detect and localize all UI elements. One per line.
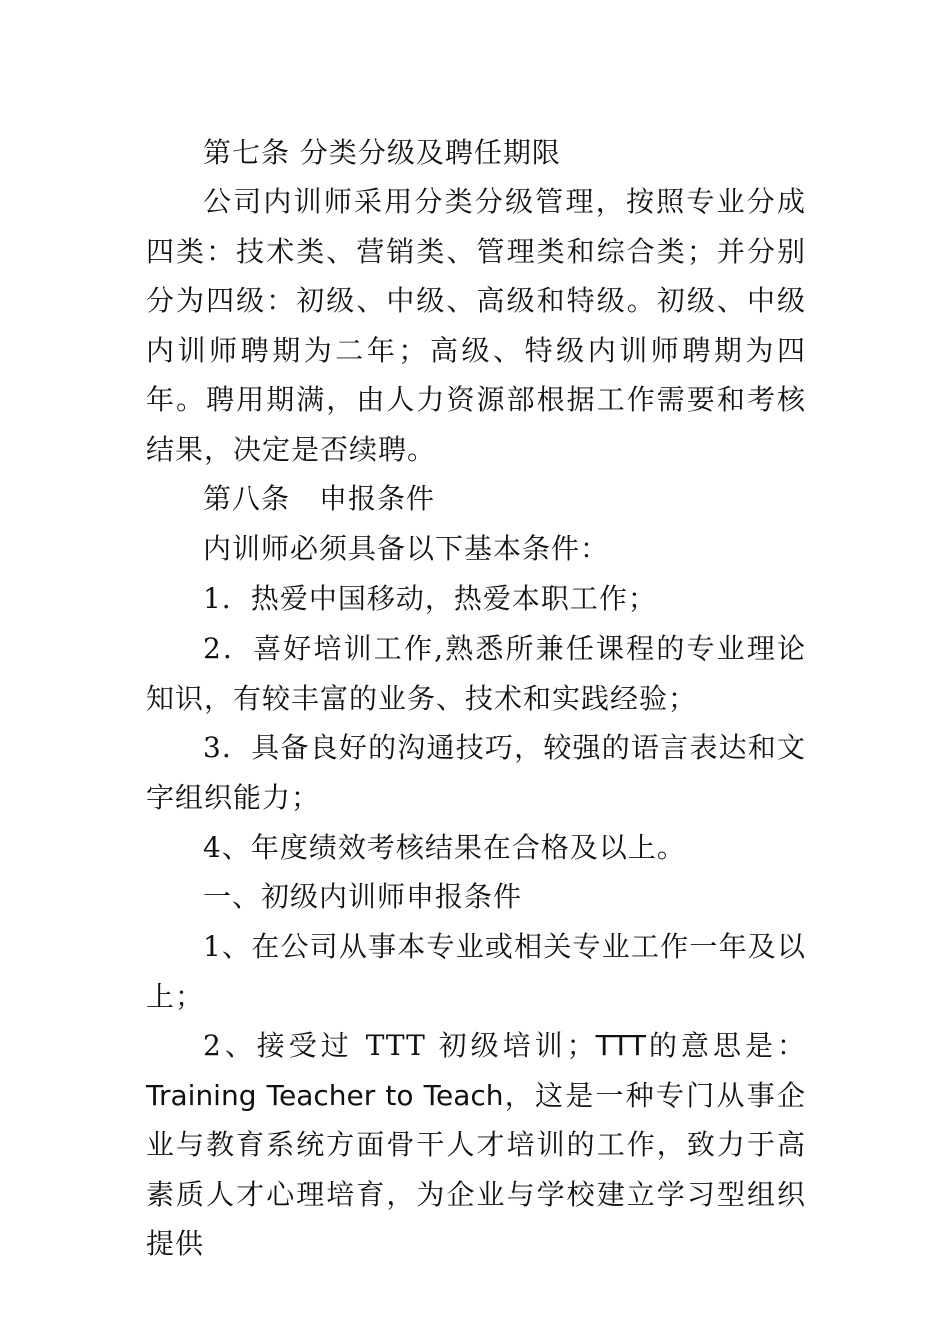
article-8-intro: 内训师必须具备以下基本条件： [203,532,610,565]
condition-2: 2．喜好培训工作,熟悉所兼任课程的专业理论知识，有较丰富的业务、技术和实践经验； [146,632,806,715]
ttt-meaning-label: 的意思是： [646,1029,806,1062]
article-7-body: 公司内训师采用分类分级管理，按照专业分成四类：技术类、营销类、管理类和综合类；并分别分为四级：初级、中级、高级和特级。初级、中级内训师聘期为二年；高级、特级内训师聘期为四年。聘用期满，由人力资源部根据工作需要和考核结果，决定是否续聘。 [146,185,806,466]
article-8-title: 第八条 申报条件 [203,482,436,515]
junior-condition-1: 1、在公司从事本专业或相关专业工作一年及以上； [146,930,806,1013]
article-7-title: 第七条 分类分级及聘任期限 [203,136,561,169]
ttt-term: TTT [595,1029,646,1062]
junior-trainer-title: 一、初级内训师申报条件 [203,880,523,913]
condition-4: 4、年度绩效考核结果在合格及以上。 [203,831,686,864]
junior-condition-2 [146,1021,806,1269]
junior-condition-2-rest: ，这是一种专门从事企业与教育系统方面骨干人才培训的工作，致力于高素质人才心理培育，为企业与学校建立学习型组织提供 [146,1078,806,1260]
ttt-english: Training Teacher to Teach [146,1078,504,1112]
junior-condition-2-prefix: 2、接受过 TTT 初级培训； [203,1029,596,1062]
condition-3: 3．具备良好的沟通技巧，较强的语言表达和文字组织能力； [146,731,806,814]
condition-1: 1．热爱中国移动，热爱本职工作； [203,582,657,615]
